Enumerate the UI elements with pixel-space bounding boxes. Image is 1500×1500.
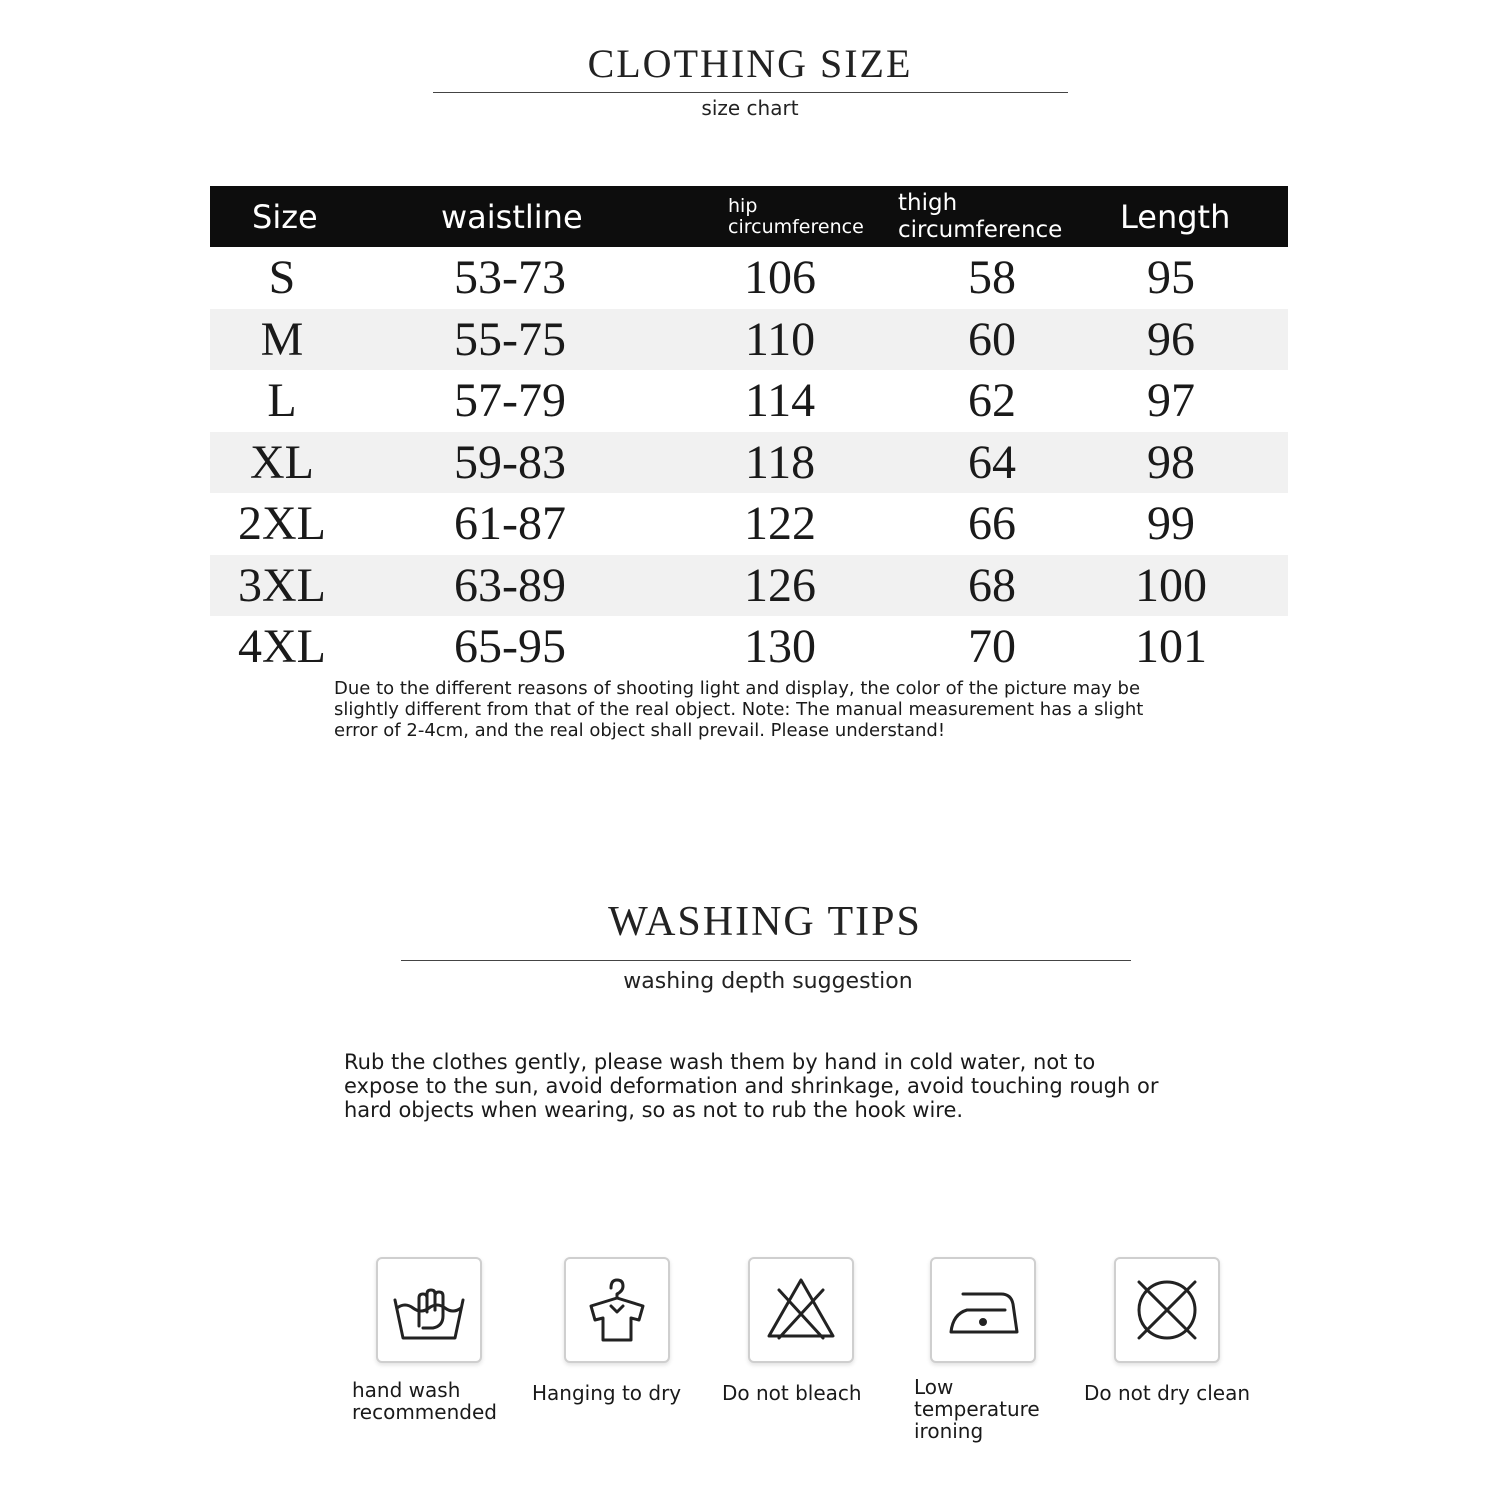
cell-hip: 118 [744, 435, 816, 489]
size-table-body [210, 247, 1288, 678]
cell-length: 101 [1135, 620, 1207, 674]
cell-size: 4XL [238, 620, 326, 674]
table-row [210, 493, 1288, 555]
cell-thigh: 66 [968, 497, 1016, 551]
table-row [210, 616, 1288, 678]
table-row [210, 309, 1288, 371]
cell-size: 3XL [238, 558, 326, 612]
header-waistline: waistline [441, 197, 583, 236]
header-size: Size [252, 197, 318, 236]
care-label-no-bleach: Do not bleach [722, 1381, 862, 1405]
care-label-hand-wash: hand wash recommended [352, 1378, 497, 1424]
cell-size: M [260, 312, 304, 366]
clothing-size-rule [433, 92, 1068, 93]
cell-length: 96 [1147, 312, 1195, 366]
header-hip: hip circumference [728, 194, 864, 238]
care-label-no-dry-clean: Do not dry clean [1084, 1381, 1251, 1405]
washing-tips-subtitle: washing depth suggestion [623, 969, 913, 994]
care-box [748, 1257, 854, 1363]
cell-hip: 110 [744, 312, 816, 366]
care-label-low-iron: Low temperature ironing [914, 1375, 1040, 1443]
size-table [210, 186, 1288, 678]
cell-waistline: 55-75 [454, 312, 566, 366]
care-box [930, 1257, 1036, 1363]
cell-thigh: 64 [968, 435, 1016, 489]
cell-waistline: 57-79 [454, 374, 566, 428]
cell-waistline: 65-95 [454, 620, 566, 674]
washing-tips-rule [401, 960, 1131, 961]
cell-length: 97 [1147, 374, 1195, 428]
cell-thigh: 60 [968, 312, 1016, 366]
table-row [210, 555, 1288, 617]
cell-hip: 106 [744, 251, 816, 305]
care-box [376, 1257, 482, 1363]
care-box [1114, 1257, 1220, 1363]
cell-hip: 130 [744, 620, 816, 674]
washing-tips-title: WASHING TIPS [608, 899, 922, 945]
size-table-header [210, 186, 1288, 247]
cell-hip: 114 [744, 374, 816, 428]
clothing-size-subtitle: size chart [701, 96, 799, 120]
disclaimer-text: Due to the different reasons of shooting light and display, the color of the picture may be slightly different from that of the real object. Note: The manual measurement has a slight error of 2-4cm, and the real object shall prevail. Please understand! [334, 678, 1144, 741]
hanging-dry-icon [577, 1270, 657, 1350]
no-bleach-icon [761, 1270, 841, 1350]
washing-tips-text: Rub the clothes gently, please wash them by hand in cold water, not to expose to the sun, avoid deformation and shrinkage, avoid touching rough or hard objects when wearing, so as not to rub the hook wire. [344, 1050, 1159, 1122]
cell-waistline: 59-83 [454, 435, 566, 489]
cell-thigh: 68 [968, 558, 1016, 612]
care-label-hanging-dry: Hanging to dry [532, 1381, 682, 1405]
hand-wash-icon [389, 1270, 469, 1350]
cell-thigh: 70 [968, 620, 1016, 674]
care-box [564, 1257, 670, 1363]
cell-size: XL [250, 435, 314, 489]
cell-length: 98 [1147, 435, 1195, 489]
no-dry-clean-icon [1127, 1270, 1207, 1350]
cell-size: 2XL [238, 497, 326, 551]
cell-hip: 122 [744, 497, 816, 551]
cell-waistline: 63-89 [454, 558, 566, 612]
header-length: Length [1120, 197, 1231, 236]
header-thigh: thigh circumference [898, 189, 1063, 243]
cell-length: 95 [1147, 251, 1195, 305]
clothing-size-title: CLOTHING SIZE [587, 41, 913, 86]
cell-thigh: 62 [968, 374, 1016, 428]
cell-hip: 126 [744, 558, 816, 612]
table-row [210, 432, 1288, 494]
cell-size: S [268, 251, 296, 305]
cell-size: L [267, 374, 297, 428]
cell-waistline: 53-73 [454, 251, 566, 305]
cell-length: 100 [1135, 558, 1207, 612]
cell-thigh: 58 [968, 251, 1016, 305]
low-iron-icon [943, 1270, 1023, 1350]
cell-length: 99 [1147, 497, 1195, 551]
cell-waistline: 61-87 [454, 497, 566, 551]
table-row [210, 247, 1288, 309]
table-row [210, 370, 1288, 432]
